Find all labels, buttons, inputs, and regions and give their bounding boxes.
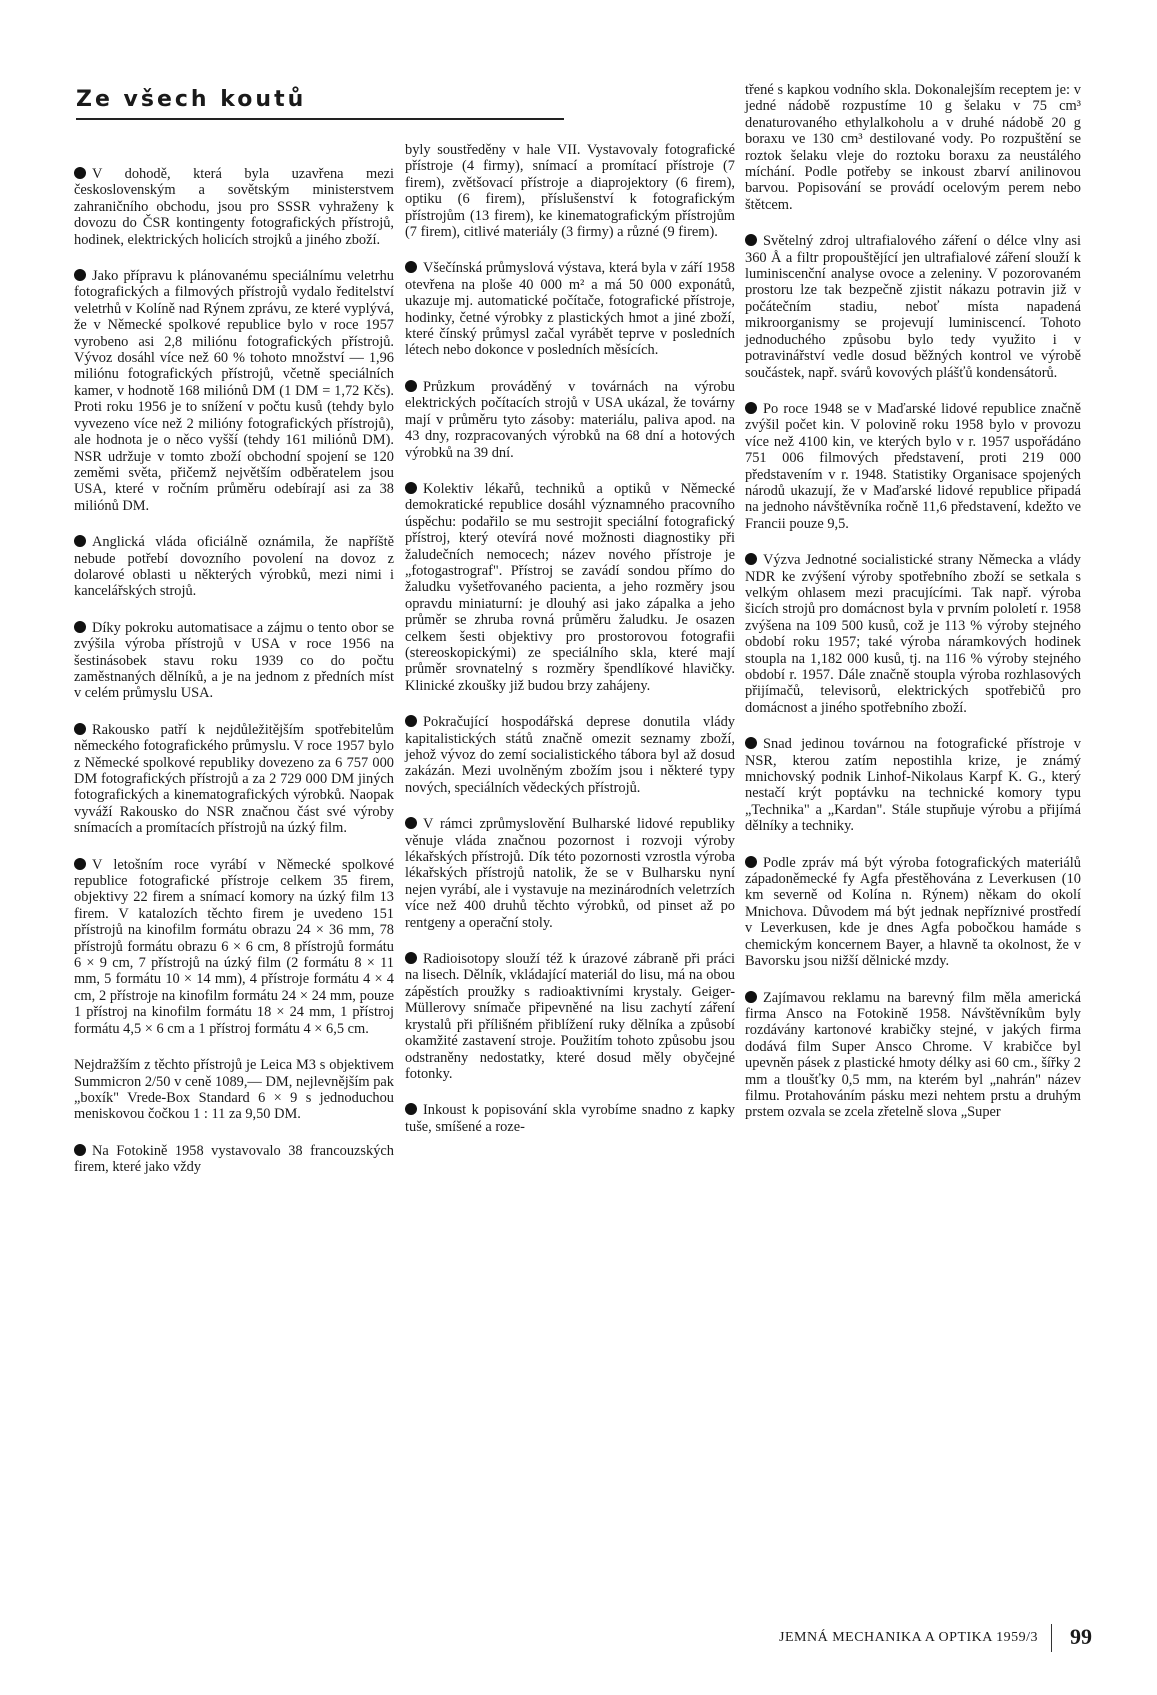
bullet-icon: [745, 402, 757, 414]
bullet-icon: [74, 1144, 86, 1156]
bullet-icon: [405, 952, 417, 964]
item-text: Jako přípravu k plánovanému speciálnímu veletrhu fotografických a filmových přístrojů vydalo ředitelství veletrhů v Kolíně nad Rýnem zprávu, ze které vyplývá, že v Německé spolkové republice bylo v roce 1957 vyrobeno asi 2,8 miliónu fotografických přístrojů. Vývoz dosáhl více než 60 % tohoto množství — 1,96 miliónu fotografických přístrojů, včetně speciálních kamer, v hodnotě 168 miliónů DM (1 DM = 1,72 Kčs). Proti roku 1956 je to snížení v počtu kusů (tehdy bylo vyvezeno více než 2 milióny fotografických přístrojů), ale hodnota je o něco vyšší (tehdy 161 miliónů DM). NSR udržuje v tomto zboží obchodní spojení se 120 zeměmi světa, přičemž největším odběratelem jsou USA, které v ročním průměru odebírají asi za 38 miliónů DM.: [74, 268, 394, 514]
item-text: Na Fotokině 1958 vystavovalo 38 francouzských firem, které jako vždy: [74, 1142, 394, 1176]
item-text: V dohodě, která byla uzavřena mezi československým a sovětským ministerstvem zahraničního obchodu, jsou pro SSSR vyhraženy k dovozu do ČSR kontingenty fotografických přístrojů, hodinek, elektrických holicích strojků a jiného zboží.: [74, 166, 394, 248]
item-text: Inkoust k popisování skla vyrobíme snadno z kapky tuše, smíšené a roze-: [405, 1102, 735, 1135]
item-text: Díky pokroku automatisace a zájmu o tento obor se zvýšila výroba přístrojů v USA v roce 1956 na šestinásobek stavu roku 1939 co do počtu zaměstnaných dělníků, a je na jednom z předních míst v celém průmyslu USA.: [74, 619, 394, 702]
bullet-icon: [74, 167, 86, 179]
item-text: Průzkum prováděný v továrnách na výrobu elektrických počítacích strojů v USA ukázal, že továrny mají v průměru tyto zásoby: materiálu, paliva apod. na 43 dny, rozpracovaných výrobků na 68 dní a hotových výrobků na 39 dní.: [405, 378, 735, 461]
bullet-icon: [74, 535, 86, 547]
news-item: [405, 379, 735, 461]
news-item: [405, 714, 735, 796]
news-item: [74, 722, 394, 837]
bullet-icon: [745, 991, 757, 1003]
bullet-icon: [74, 621, 86, 633]
news-item: [74, 857, 394, 1037]
item-text: Zajímavou reklamu na barevný film měla americká firma Ansco na Fotokině 1958. Návštěvníkům byly rozdávány kartonové krabičky stejné, v jakých firma dodává film Super Ansco Chrome. V krabičce byl upevněn pásek z plastické hmoty délky asi 60 cm., šířky 2 mm a tloušťky 0,5 mm, na kterém byl „nahrán" název filmu. Protahováním pásku mezi nehtem prstu a druhým prstem ozvala se zcela zřetelně slova „Super: [745, 989, 1081, 1121]
continued-text: [745, 82, 1081, 213]
item-text: Světelný zdroj ultrafialového záření o délce vlny asi 360 Å a filtr propouštějící jen ultrafialové záření slouží k luminiscenční analyse ovoce a zeleniny. V pozorovaném prostoru lze tak bezpečně zjistit nákazu potravin již v počátečním stadiu, neboť místa napadená mikroorganismy se projevují luminiscencí. Tohoto jednoduchého způsobu bylo tedy využito i v potravinářství vedle dosud běžných kontrol ve výrobě součástek, např. svárů kovových plášťů kondensátorů.: [745, 233, 1081, 381]
news-item: [745, 233, 1081, 381]
news-item: [745, 990, 1081, 1121]
journal-name: JEMNÁ MECHANIKA A OPTIKA 1959/3: [779, 1630, 1038, 1645]
news-item: [745, 552, 1081, 716]
item-text: V letošním roce vyrábí v Německé spolkové republice fotografické přístroje celkem 35 firem, objektivy 22 firem a snímací komory na úzký film 13 firem. V katalozích těchto firem je uvedeno 151 přístrojů na kinofilm formátu obrazu 24 × 36 mm, 78 přístrojů formátu obrazu 6 × 6 cm, 8 přístrojů formátu 6 × 9 cm, 7 přístrojů na úzký film (2 formátu 8 × 11 mm, 5 formátu 10 × 14 mm), 4 přístroje formátu 4 × 4 cm, 2 přístroje na kinofilm formátu 24 × 24 mm, pouze 1 přístroj na kinofilm formátu 18 × 24 mm, 1 přístroj formátu 4,5 × 6 cm a 1 přístroj formátu 4 × 6,5 cm.: [74, 856, 394, 1037]
bullet-icon: [405, 482, 417, 494]
bullet-icon: [405, 817, 417, 829]
section-heading: [76, 78, 564, 120]
news-item: [405, 816, 735, 931]
bullet-icon: [74, 723, 86, 735]
page-footer: [712, 1624, 1092, 1654]
item-text: Všečínská průmyslová výstava, která byla v září 1958 otevřena na ploše 40 000 m² a má 50 000 exponátů, ukazuje mj. automatické počítače, fotografické přístroje, hodinky, četné výrobky z plastických hmot a jiné zboží, které čínský průmysl začal vyrábět teprve v posledních létech nebo dokonce v posledních měsících.: [405, 260, 735, 359]
news-item: [405, 951, 735, 1082]
section-title: Ze všech koutů: [76, 87, 307, 112]
item-text: Snad jedinou továrnou na fotografické přístroje v NSR, kterou zatím nepostihla krize, je známý mnichovský podnik Linhof-Nikolaus Karpf K. G., který nestačí krýt poptávku na technické komory typu „Technika" a „Kardan". Stále stupňuje výrobu a přijímá dělníky a techniky.: [745, 736, 1081, 835]
news-item: [74, 268, 394, 514]
item-text: Po roce 1948 se v Maďarské lidové republice značně zvýšil počet kin. V polovině roku 1958 bylo v provozu více než 4100 kin, ve kterých bylo v r. 1957 uspořádáno 751 006 filmových představení, proti 219 000 představením v r. 1948. Statistiky Organisace spojených národů ukazují, že v Maďarské lidové republice připadá na jednoho návštěvníka ročně 11,6 představení, kdežto ve Francii pouze 9,5.: [745, 400, 1081, 532]
item-text: Radioisotopy slouží též k úrazové zábraně při práci na lisech. Dělník, vkládající materiál do lisu, má na obou zápěstích proužky s radioaktivními krystaly. Geiger-Müllerovy snímače připevněné na lisu zachytí záření krystalů při přílišném přiblížení ruky dělníka a způsobí okamžité zastavení stroje. Použitím tohoto způsobu jsou odstraněny nedostatky, které dosud měly obyčejné fotonky.: [405, 951, 735, 1082]
news-item: [745, 401, 1081, 532]
item-text: Podle zpráv má být výroba fotografických materiálů západoněmecké fy Agfa přestěhována z Leverkusen (10 km severně od Kolína n. Rýnem) někam do okolí Mnichova. Důvodem má být jednak nepříznivé prostředí v Leverkusen, kde je dnes Agfa pobočkou hamáde s chemickým koncernem Bayer, a hlavně ta okolnost, že v Bavorsku jsou nižší dělnické mzdy.: [745, 854, 1081, 970]
news-item: [405, 481, 735, 694]
news-item: [745, 855, 1081, 970]
footer-divider: [1051, 1624, 1052, 1652]
column-2: [405, 142, 735, 1155]
news-item: [745, 736, 1081, 834]
bullet-icon: [405, 261, 417, 273]
bullet-icon: [74, 858, 86, 870]
item-text: Pokračující hospodářská deprese donutila vlády kapitalistických států značně omezit seznamy zboží, jehož vývoz do zemí socialistického tábora byl až dosud zakázán. Mezi uvolněným zbožím jsou i některé typy nových, speciálních vědeckých přístrojů.: [405, 714, 735, 796]
item-text: Výzva Jednotné socialistické strany Německa a vlády NDR ke zvýšení výroby spotřebního zboží se setkala s velkým ohlasem mezi pracujícími. Tak např. výroba šicích strojů pro domácnost byla v prvním pololetí r. 1958 zvýšena na 109 500 kusů, což je 113 % výroby stejného období roku 1957; také výroba náramkových hodinek stoupla na 1,182 000 kusů, tj. na 116 % výroby stejného období r. 1957. Dále značně stoupla výroba rozhlasových přijímačů, televisorů, elektrických spotřebičů pro domácnost a jiného spotřebního zboží.: [745, 552, 1081, 716]
item-text: Anglická vláda oficiálně oznámila, že napříště nebude potřebí dovozního povolení na dovoz z dolarové oblasti u některých výrobků, mezi nimi i kancelářských strojů.: [74, 534, 394, 600]
bullet-icon: [405, 1103, 417, 1115]
news-item: [405, 1102, 735, 1135]
bullet-icon: [745, 553, 757, 565]
item-text: byly soustředěny v hale VII. Vystavovaly fotografické přístroje (4 firmy), snímací a promítací přístroje (7 firem), zvětšovací přístroje a diaprojektory (6 firem), optiku (6 firem), příslušenství k fotografickým přístrojům (13 firem), ke kinematografickým přístrojům (7 firem), citlivé materiály (3 firmy) a různé (9 firem).: [405, 142, 735, 241]
bullet-icon: [74, 269, 86, 281]
news-item: [74, 1143, 394, 1176]
item-text: třené s kapkou vodního skla. Dokonalejším receptem je: v jedné nádobě rozpustíme 10 g šelaku v 75 cm³ denaturovaného ethylalkoholu a v druhé nádobě 20 g boraxu ve 130 cm³ destilované vody. Po rozpuštění se roztok šelaku vleje do roztoku boraxu za neustálého míchání. Podle potřeby se inkoust zbarví anilinovou barvou. Popisování se provádí ocelovým perem nebo štětcem.: [745, 82, 1081, 213]
continued-text: [405, 142, 735, 240]
bullet-icon: [405, 715, 417, 727]
item-text: Kolektiv lékařů, techniků a optiků v Německé demokratické republice dosáhl významného pracovního úspěchu: podařilo se mu sestrojit speciální fotografický přístroj, který otevírá nové možnosti diagnostiky při žaludečních nemocech; název nového přístroje je „fotogastrograf". Přístroj se zavádí sondou přímo do žaludku vyšetřovaného pacienta, a jeho rozměry jsou opravdu miniaturní: je dlouhý asi jako zápalka a jeho průměr se zhruba rovná průměru žaludku. Je osazen celkem šesti objektivy pro prostorovou fotografii (stereoskopickými) ze speciálního skla, které mají průměr srovnatelný s rozměry špendlíkové hlavičky. Klinické zkoušky již budou brzy zahájeny.: [405, 480, 735, 694]
bullet-icon: [745, 234, 757, 246]
news-item: [405, 260, 735, 358]
news-item: [74, 620, 394, 702]
column-1: [74, 166, 394, 1196]
bullet-icon: [405, 380, 417, 392]
item-text: Nejdražším z těchto přístrojů je Leica M3 s objektivem Summicron 2/50 v ceně 1089,— DM, nejlevnějším pak „boxík" Vrede-Box Standard 6 × 9 s jednoduchou meniskovou čočkou 1 : 11 za 9,50 DM.: [74, 1057, 394, 1123]
column-3: [745, 82, 1081, 1141]
bullet-icon: [745, 856, 757, 868]
item-text: V rámci zprůmyslovění Bulharské lidové republiky věnuje vláda značnou pozornost i rozvoji výroby lékařských přístrojů. Dík této pozornosti vzrostla výroba lékařských přístrojů natolik, že se v Bulharsku nyní nejen vyrábí, ale i vystavuje na mezinárodních veletrzích více než 400 druhů těchto výrobků, od pinset až po rentgeny a operační stoly.: [405, 816, 735, 931]
page-number: 99: [1070, 1624, 1092, 1649]
item-text: Rakousko patří k nejdůležitějším spotřebitelům německého fotografického průmyslu. V roce 1957 bylo z Německé spolkové republiky dovezeno za 6 757 000 DM fotografických přístrojů a za 2 729 000 DM jiných fotografických a kinematografických výrobků. Naopak vyváží Rakousko do NSR značnou část své výroby snímacích a promítacích přístrojů na úzký film.: [74, 721, 394, 837]
bullet-icon: [745, 737, 757, 749]
continued-text: [74, 1057, 394, 1123]
news-item: [74, 166, 394, 248]
news-item: [74, 534, 394, 600]
